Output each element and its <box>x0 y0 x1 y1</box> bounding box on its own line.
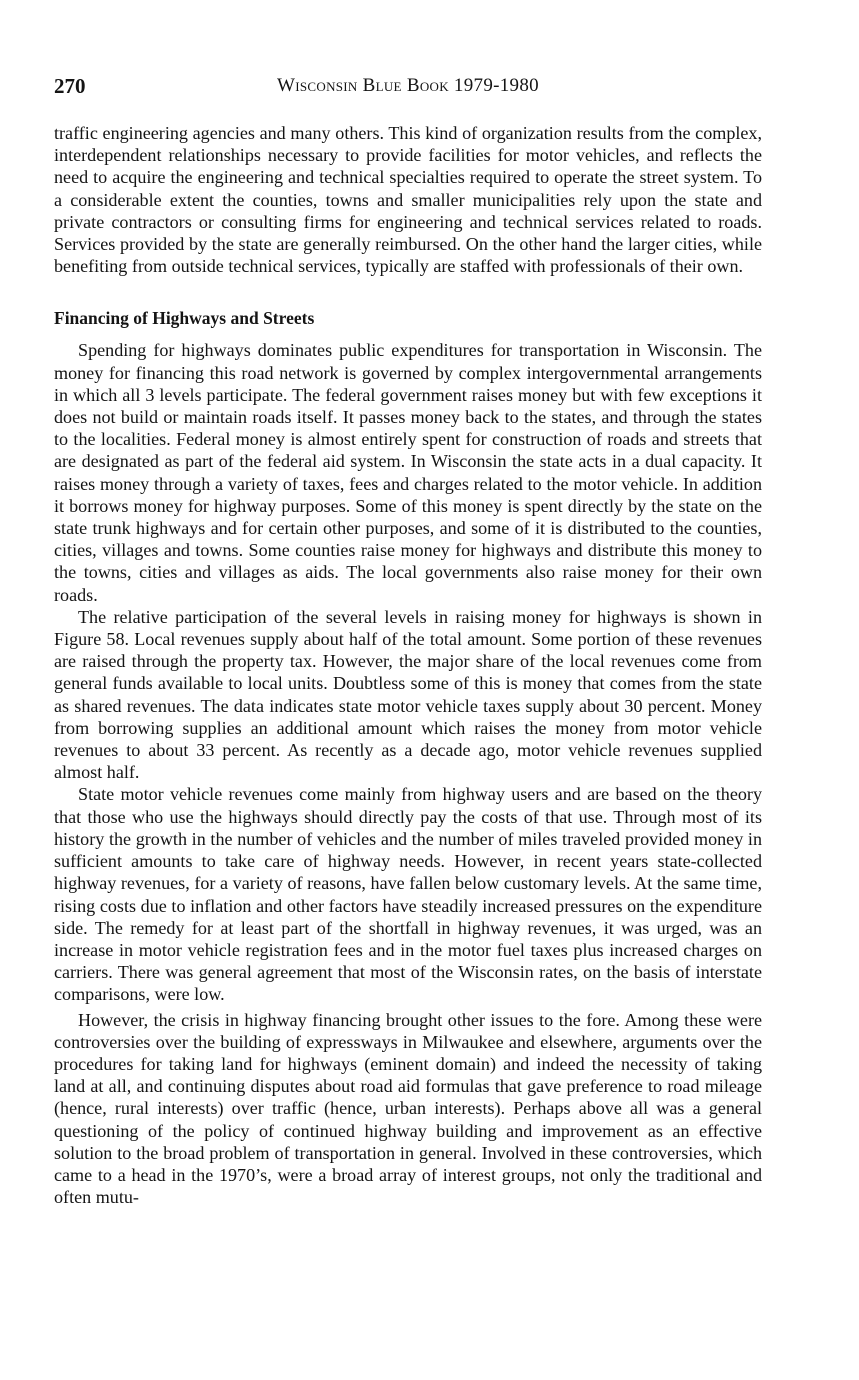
page-header <box>54 72 762 102</box>
document-page <box>54 72 762 1208</box>
paragraph-motor-vehicle-revenues: State motor vehicle revenues come mainly from highway users and are based on the theory that those who use the highways should directly pay the costs of that use. Through most of its history the growth in the number of vehicles and the number of miles traveled provided money in sufficient amounts to take care of highway needs. However, in recent years state-collected highway revenues, for a variety of reasons, have fallen below customary levels. At the same time, rising costs due to inflation and other factors have steadily increased pressures on the expenditure side. The remedy for at least part of the shortfall in highway revenues, it was urged, was an increase in motor vehicle registration fees and in the motor fuel taxes plus increased charges on carriers. There was general agreement that most of the Wisconsin rates, on the basis of interstate comparisons, were low. <box>54 784 762 1005</box>
paragraph-crisis: However, the crisis in highway financing brought other issues to the fore. Among these were controversies over the building of expressways in Milwaukee and elsewhere, arguments over the procedures for taking land for highways (eminent domain) and indeed the necessity of taking land at all, and continuing disputes about road aid formulas that gave preference to road mileage (hence, rural interests) over traffic (hence, urban interests). Perhaps above all was a general questioning of the policy of continued highway building and improvement as an effective solution to the broad problem of transportation in general. Involved in these controversies, which came to a head in the 1970’s, were a broad array of interest groups, not only the traditional and often mutu- <box>54 1009 762 1208</box>
paragraph-continued: traffic engineering agencies and many others. This kind of organization results from the complex, interdependent relationships necessary to provide facilities for motor vehicles, and reflects the need to acquire the engineering and technical specialties required to operate the street system. To a considerable extent the counties, towns and smaller municipalities rely upon the state and private contractors or consulting firms for engineering and technical services related to roads. Services provided by the state are generally reimbursed. On the other hand the larger cities, while benefiting from outside technical services, typically are staffed with professionals of their own. <box>54 123 762 277</box>
running-title: Wisconsin Blue Book 1979-1980 <box>277 75 539 96</box>
paragraph-spending: Spending for highways dominates public expenditures for transportation in Wisconsin. The money for financing this road network is governed by complex intergovernmental arrangements in which all 3 levels participate. The federal government raises money but with few exceptions it does not build or maintain roads itself. It passes money back to the states, and through the states to the localities. Federal money is almost entirely spent for construction of roads and streets that are designated as part of the federal aid system. In Wisconsin the state acts in a dual capacity. It raises money through a variety of taxes, fees and charges related to the motor vehicle. In addition it borrows money for highway purposes. Some of this money is spent directly by the state on the state trunk highways and for certain other purposes, and some of it is distributed to the counties, cities, villages and towns. Some counties raise money for highways and distribute this money to the towns, cities and villages as aids. The local governments also raise money for their own roads. <box>54 340 762 605</box>
section-heading: Financing of Highways and Streets <box>54 308 315 329</box>
page-number: 270 <box>54 74 86 98</box>
paragraph-participation: The relative participation of the several levels in raising money for highways is shown in Figure 58. Local revenues supply about half of the total amount. Some portion of these revenues are raised through the property tax. However, the major share of the local revenues come from general funds available to local units. Doubtless some of this is money that comes from the state as shared revenues. The data indicates state motor vehicle taxes supply about 30 percent. Money from borrowing supplies an additional amount which raises the money from motor vehicle revenues to about 33 percent. As recently as a decade ago, motor vehicle revenues supplied almost half. <box>54 606 762 783</box>
